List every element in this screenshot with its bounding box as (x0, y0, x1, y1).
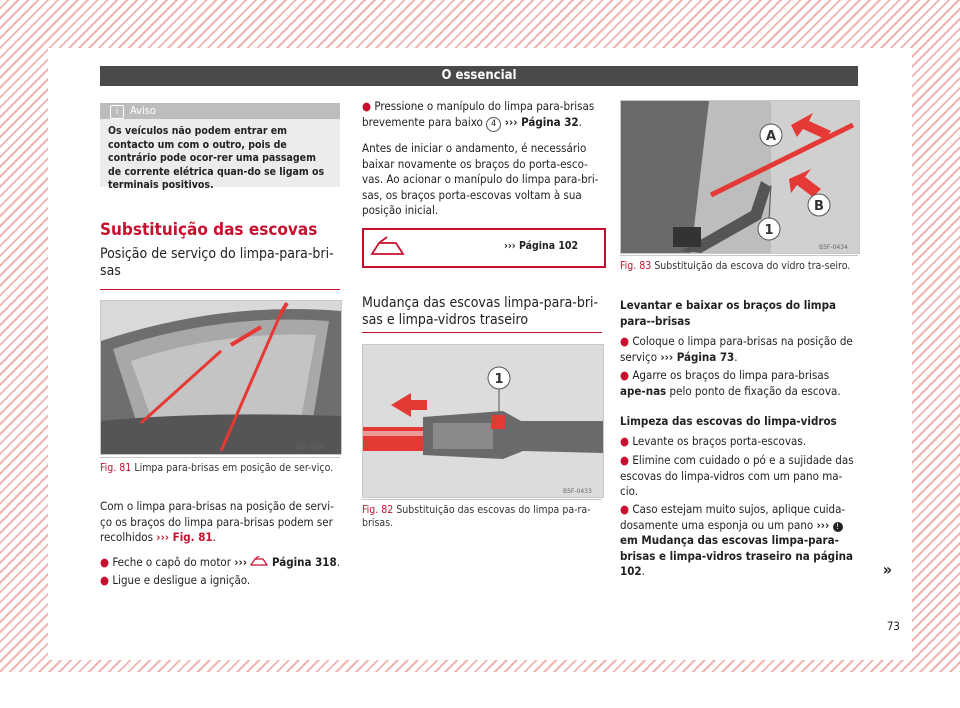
rear-wiper-illustration (621, 101, 859, 253)
bullet-service-position: ● Coloque o limpa para-brisas na posição de serviço ››› Página 73. (620, 334, 853, 364)
figure-code: B5F-0369 (296, 444, 325, 451)
bullet-close-hood: ● Feche o capô do motor ››› Página 318. (100, 555, 340, 569)
figure-81-caption (100, 457, 340, 475)
reference-page: ››› Página 102 (504, 240, 579, 252)
reference-box[interactable] (362, 228, 606, 268)
section-subtitle: Posição de serviço do limpa-para-bri-sas (100, 246, 334, 279)
wiper-blade-illustration (363, 345, 603, 497)
warning-box (100, 103, 340, 191)
paragraph-before-driving: Antes de iniciar o andamento, é necessário baixar novamente os braços do porta-esco-vas. Ao acionar o manípulo do limpa para-bri-sas, os braços porta-escovas voltam à sua posição inicial. (362, 141, 599, 217)
callout-4: 4 (486, 117, 501, 132)
warning-header (100, 103, 340, 119)
figure-81 (100, 300, 342, 455)
section-title: Substituição das escovas (100, 220, 318, 240)
page-header: O essencial (100, 66, 858, 86)
bullet-remove-dust: ● Elimine com cuidado o pó e a sujidade das escovas do limpa-vidros com um pano ma-cio. (620, 453, 854, 498)
continue-marker: » (882, 560, 892, 579)
bullet-grab-arms: ● Agarre os braços do limpa para-brisas ape-nas pelo ponto de fixação da escova. (620, 368, 841, 398)
info-icon: i (110, 105, 124, 119)
page318-link[interactable]: Página 318 (268, 555, 337, 569)
heading-raise-lower: Levantar e baixar os braços do limpa para--brisas (620, 298, 836, 328)
warning-label: Aviso (130, 104, 156, 117)
figure-83 (620, 100, 860, 254)
page32-link[interactable]: ››› Página 32 (501, 114, 579, 129)
windshield-wiper-illustration (101, 301, 341, 454)
figure-number: Fig. 82 (362, 504, 394, 516)
wiper-change-link[interactable]: em Mudança das escovas limpa-para-brisas e limpa-vidros traseiro na página 102 (620, 533, 853, 578)
bullet-ignition: ● Ligue e desligue a ignição. (100, 573, 251, 587)
caption-text: Limpa para-brisas em posição de ser-viço. (134, 462, 334, 474)
figure-code: B5F-0433 (563, 488, 592, 495)
hood-icon (370, 236, 406, 258)
page73-link[interactable]: ››› Página 73 (660, 349, 735, 364)
hood-icon (250, 556, 268, 567)
callout-B: B (814, 199, 824, 214)
warning-icon: ! (833, 522, 843, 532)
subtitle-rule (100, 289, 340, 290)
caption-text: Substituição da escova do vidro tra-seiro. (654, 260, 851, 272)
heading-cleaning: Limpeza das escovas do limpa-vidros (620, 414, 837, 428)
page-number: 73 (886, 619, 900, 633)
paragraph-fig81: Com o limpa para-brisas na posição de servi-ço os braços do limpa para-brisas podem ser recolhidos ››› Fig. 81. (100, 499, 334, 544)
warning-text: Os veículos não podem entrar em contacto um com o outro, pois de contrário pode ocor-rer uma passagem de corrente elétrica quan-do se ligam os terminais positivos. (108, 125, 325, 191)
wiper-change-subtitle: Mudança das escovas limpa-para-bri-sas e limpa-vidros traseiro (362, 295, 599, 328)
bullet-lift-arms: ● Levante os braços porta-escovas. (620, 434, 807, 448)
subtitle-rule (362, 332, 602, 333)
bullet-very-dirty: ● Caso estejam muito sujos, aplique cuida-dosamente uma esponja ou um pano ››› ! em Mudança das escovas limpa-para-brisas e limpa-vidros traseiro na página 102. (620, 502, 853, 578)
caption-text: Substituição das escovas do limpa pa-ra-brisas. (362, 504, 591, 529)
callout-1: 1 (494, 372, 504, 387)
figure-number: Fig. 81 (100, 462, 132, 474)
figure-82-caption (362, 499, 602, 530)
figure-83-caption (620, 255, 858, 273)
figure-code: B5F-0434 (819, 244, 848, 251)
figure-number: Fig. 83 (620, 260, 652, 272)
callout-1: 1 (764, 223, 774, 238)
figure-82 (362, 344, 604, 498)
callout-A: A (765, 129, 777, 144)
bullet-press-lever: ● Pressione o manípulo do limpa para-brisas brevemente para baixo 4 ››› Página 32. (362, 99, 602, 132)
fig81-link[interactable]: ››› Fig. 81 (156, 530, 213, 544)
